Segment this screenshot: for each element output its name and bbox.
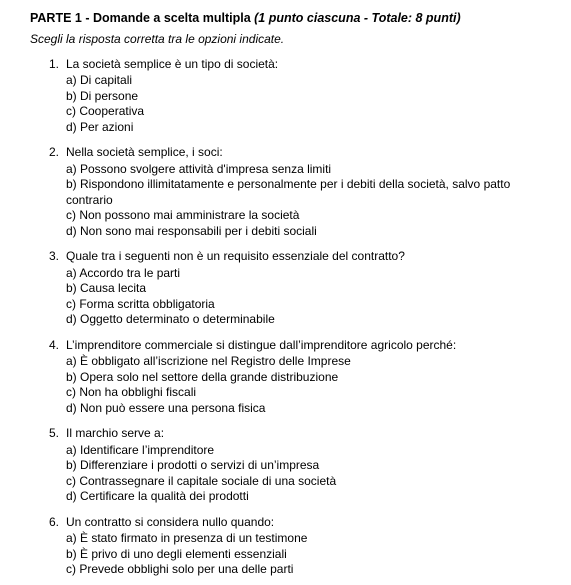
answer-option: d) Oggetto determinato o determinabile: [66, 312, 275, 326]
question-item: [30, 338, 571, 417]
question-header: [49, 57, 571, 73]
question-header: [49, 426, 571, 442]
question-number: 5.: [49, 426, 60, 440]
answer-option: d) Certificare la qualità dei prodotti: [66, 489, 249, 503]
answer-option: b) Differenziare i prodotti o servizi di un’impresa: [66, 458, 320, 472]
answer-option: a) Possono svolgere attività d'impresa senza limiti: [66, 161, 332, 176]
answer-option: a) Accordo tra le parti: [66, 265, 181, 280]
section-subtitle: (1 punto ciascuna - Totale: 8 punti): [254, 11, 461, 25]
question-number: 3.: [49, 249, 60, 263]
question-header: [49, 515, 571, 531]
question-text: Un contratto si considera nullo quando:: [66, 514, 275, 529]
instructions-text: Scegli la risposta corretta tra le opzioni indicate.: [30, 32, 285, 46]
question-text: Il marchio serve a:: [66, 426, 165, 440]
question-item: [30, 426, 571, 505]
answer-options: [30, 354, 556, 416]
answer-option: b) Di persone: [66, 88, 139, 103]
answer-options: [30, 531, 556, 578]
question-text: Nella società semplice, i soci:: [66, 145, 223, 159]
answer-option: c) Prevede obblighi solo per una delle parti: [66, 562, 294, 576]
answer-option: b) Causa lecita: [66, 281, 147, 295]
answer-option: a) Di capitali: [66, 73, 133, 87]
answer-options: [30, 266, 556, 328]
answer-option: b) È privo di uno degli elementi essenziali: [66, 546, 287, 561]
question-number: 4.: [49, 337, 60, 352]
answer-option: c) Cooperativa: [66, 104, 145, 118]
question-list: [30, 57, 571, 578]
question-item: [30, 145, 571, 239]
answer-option: d) Non può essere una persona fisica: [66, 400, 266, 415]
answer-options: [30, 443, 556, 505]
question-text: L’imprenditore commerciale si distingue dall’imprenditore agricolo perché:: [66, 337, 457, 352]
answer-option: a) Identificare l’imprenditore: [66, 442, 215, 457]
answer-option: c) Forma scritta obbligatoria: [66, 296, 215, 311]
answer-option: c) Non possono mai amministrare la società: [66, 208, 300, 222]
question-item: [30, 57, 571, 136]
question-header: [49, 338, 571, 354]
question-number: 1.: [49, 56, 60, 71]
question-header: [49, 249, 571, 265]
question-item: [30, 515, 571, 578]
section-title-text: PARTE 1 - Domande a scelta multipla: [30, 11, 251, 25]
question-item: [30, 249, 571, 328]
answer-options: [30, 162, 556, 240]
answer-option: d) Non sono mai responsabili per i debiti sociali: [66, 223, 317, 238]
answer-options: [30, 73, 556, 135]
answer-option: b) Rispondono illimitatamente e personalmente per i debiti della società, salvo patto contrario: [66, 177, 511, 207]
answer-option: c) Non ha obblighi fiscali: [66, 385, 197, 399]
section-title: [30, 10, 571, 26]
answer-option: a) È stato firmato in presenza di un testimone: [66, 531, 308, 545]
question-number: 6.: [49, 514, 60, 529]
question-text: La società semplice è un tipo di società:: [66, 56, 279, 71]
answer-option: b) Opera solo nel settore della grande distribuzione: [66, 369, 339, 384]
answer-option: d) Per azioni: [66, 119, 134, 134]
question-text: Quale tra i seguenti non è un requisito essenziale del contratto?: [66, 249, 405, 263]
answer-option: a) È obbligato all’iscrizione nel Registro delle Imprese: [66, 354, 351, 368]
answer-option: c) Contrassegnare il capitale sociale di una società: [66, 473, 337, 488]
question-number: 2.: [49, 145, 60, 159]
question-header: [49, 145, 571, 161]
